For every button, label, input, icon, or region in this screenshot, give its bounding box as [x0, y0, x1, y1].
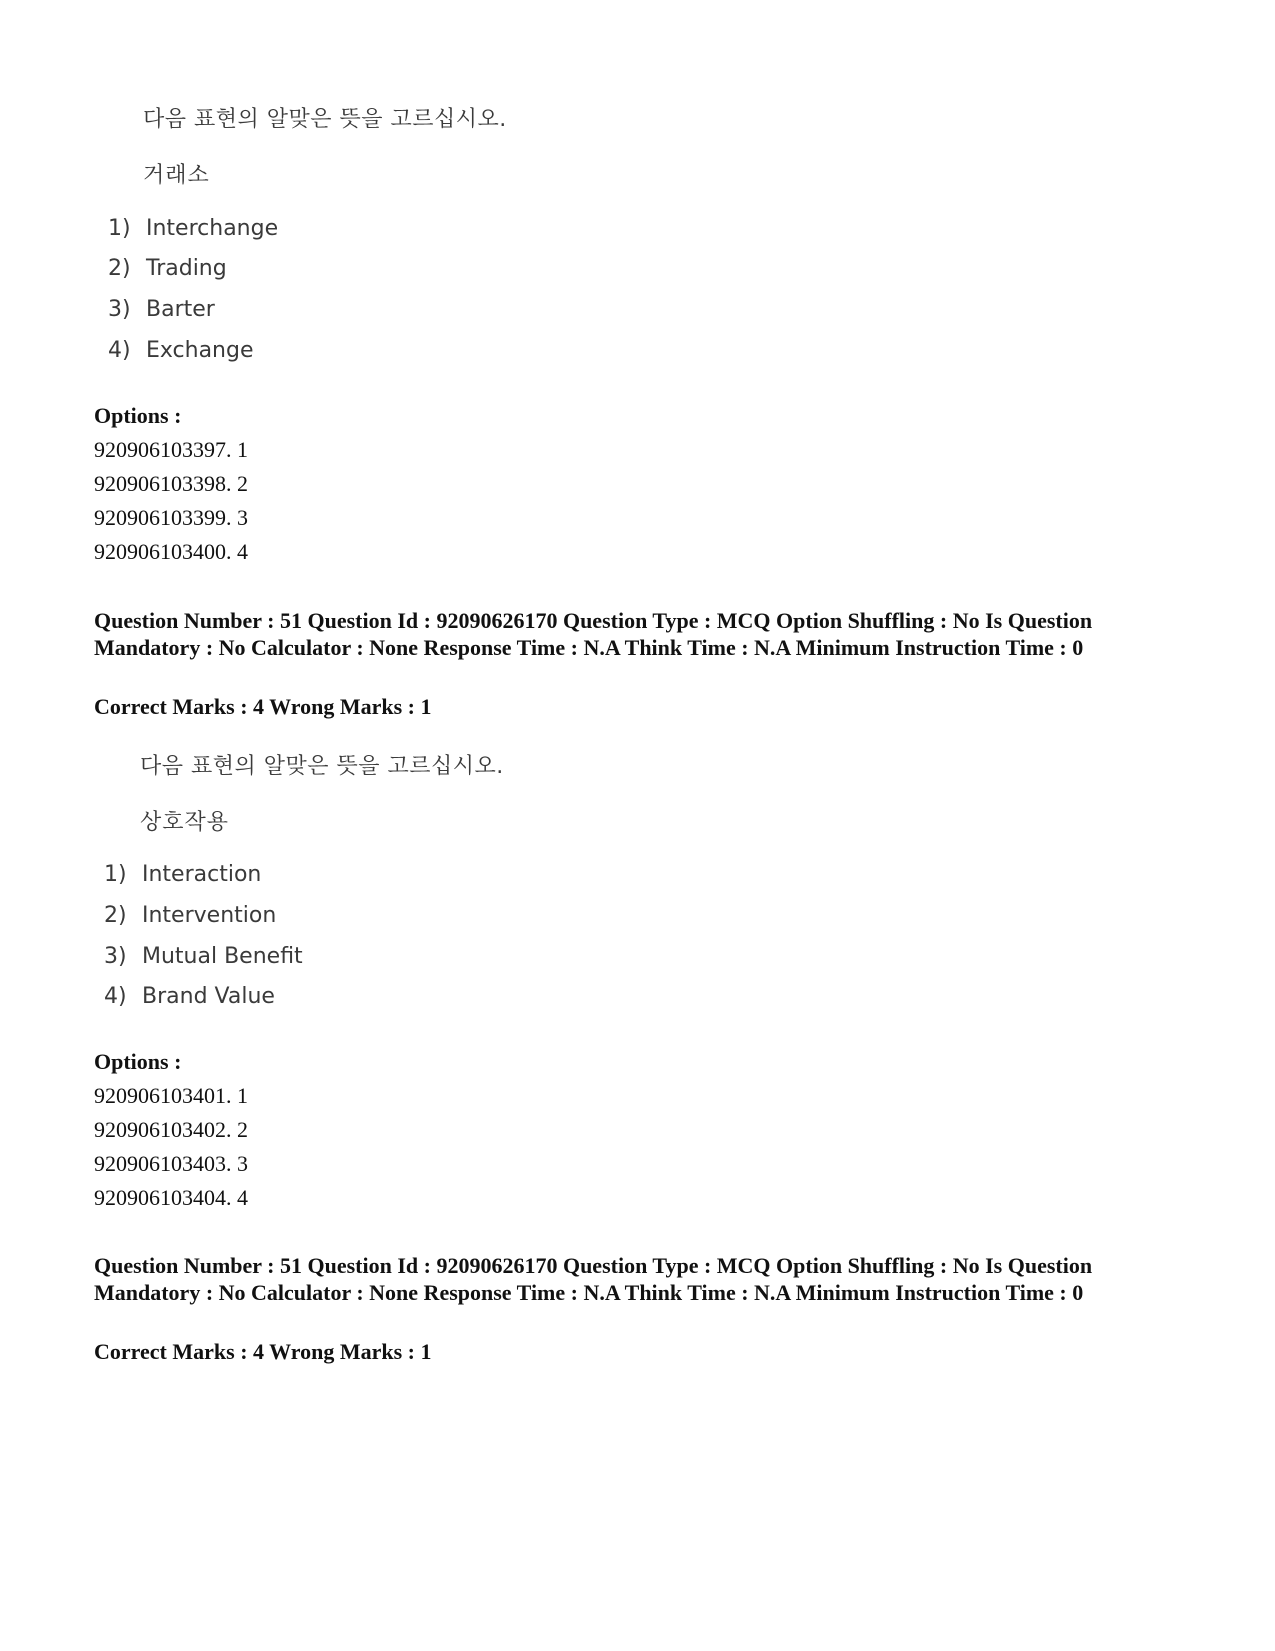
question-meta-2: Question Number : 51 Question Id : 92090626170 Question Type : MCQ Option Shuffling : No Is Question Mandatory : No Calculator : None Response Time : N.A Think Time : N.A Minimum Instruction Time : 0 [94, 1253, 1093, 1305]
choice-number: 2) [108, 256, 131, 281]
choice-number: 4) [104, 984, 127, 1009]
choice-text: Mutual Benefit [142, 944, 303, 969]
choice-text: Trading [146, 256, 227, 281]
choice-number: 2) [104, 903, 127, 928]
question-word: 상호작용 [140, 810, 230, 835]
choice-number: 4) [108, 338, 131, 363]
option-id-row: 920906103399. 3 [94, 505, 248, 530]
options-label: Options : [94, 403, 182, 428]
choice-text: Interchange [146, 216, 279, 241]
option-id-row: 920906103404. 4 [94, 1185, 248, 1210]
question-prompt: 다음 표현의 알맞은 뜻을 고르십시오. [140, 754, 504, 779]
option-id-row: 920906103403. 3 [94, 1151, 248, 1176]
choice-number: 1) [104, 862, 127, 887]
choice-number: 3) [108, 297, 131, 322]
choice-number: 1) [108, 216, 131, 241]
choice-number: 3) [104, 944, 127, 969]
question-word: 거래소 [143, 163, 210, 188]
option-id-row: 920906103400. 4 [94, 539, 248, 564]
option-id-row: 920906103401. 1 [94, 1083, 248, 1108]
marks-line-1: Correct Marks : 4 Wrong Marks : 1 [94, 694, 432, 719]
choice-text: Exchange [146, 338, 254, 363]
choice-text: Brand Value [142, 984, 275, 1009]
choice-text: Interaction [142, 862, 262, 887]
options-block-2 [94, 1045, 248, 1215]
option-id-row: 920906103402. 2 [94, 1117, 248, 1142]
options-block-1 [94, 399, 248, 569]
question-prompt: 다음 표현의 알맞은 뜻을 고르십시오. [143, 107, 507, 132]
question-meta-1: Question Number : 51 Question Id : 92090626170 Question Type : MCQ Option Shuffling : No Is Question Mandatory : No Calculator : None Response Time : N.A Think Time : N.A Minimum Instruction Time : 0 [94, 608, 1093, 660]
options-label: Options : [94, 1049, 182, 1074]
choice-text: Barter [146, 297, 215, 322]
marks-line-2: Correct Marks : 4 Wrong Marks : 1 [94, 1339, 432, 1364]
option-id-row: 920906103397. 1 [94, 437, 248, 462]
choice-text: Intervention [142, 903, 277, 928]
option-id-row: 920906103398. 2 [94, 471, 248, 496]
